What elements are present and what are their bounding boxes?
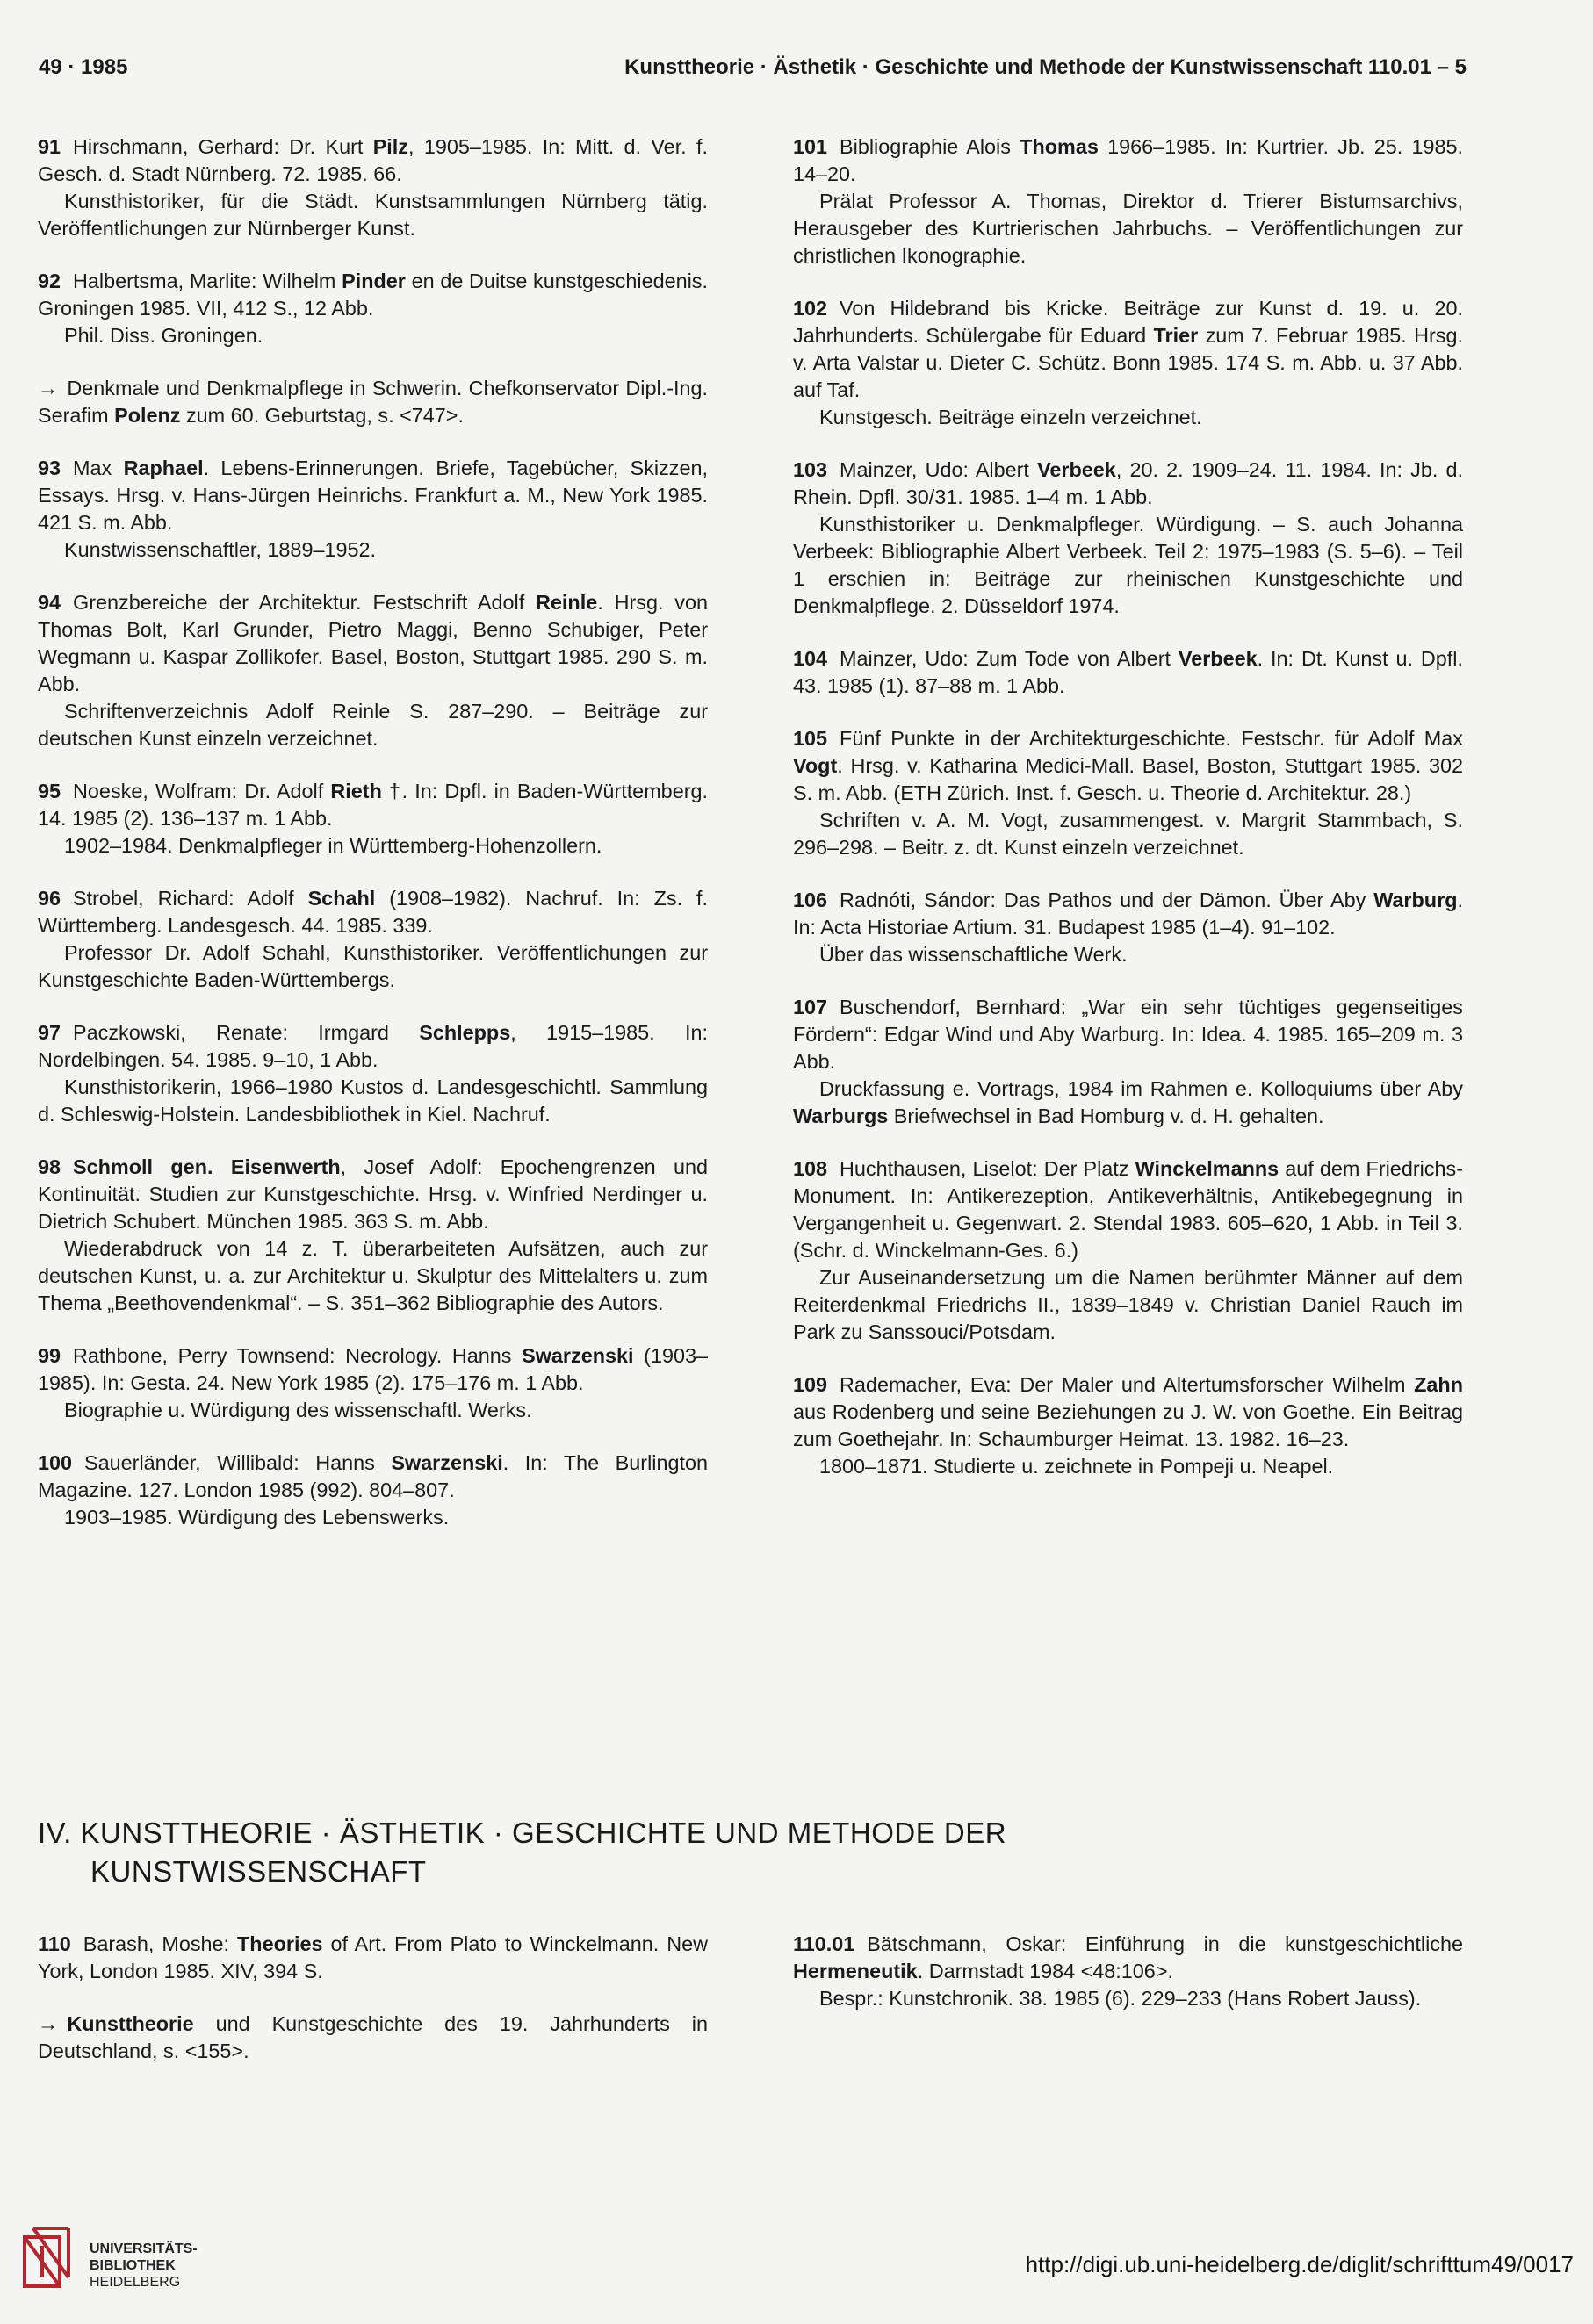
entry-citation (38, 1154, 708, 1235)
entry-text: Schmoll gen. Eisenwerth, Josef Adolf: Epochengrenzen und Kontinuität. Studien zur Kunstgeschichte. Hrsg. v. Winfried Nerdinger u. Dietrich Schubert. München 1985. 363 S. m. Abb. (38, 1155, 708, 1233)
entry-citation (38, 778, 708, 832)
entry-annotation: 1903–1985. Würdigung des Lebenswerks. (64, 1506, 450, 1529)
entry-text: Mainzer, Udo: Albert Verbeek, 20. 2. 1909–24. 11. 1984. In: Jb. d. Rhein. Dpfl. 30/31. 1985. 1–4 m. 1 Abb. (793, 458, 1463, 508)
section-left-column (38, 1931, 708, 2090)
entry-number: 110.01 (793, 1932, 855, 1955)
entry-annotation: Kunsthistoriker u. Denkmalpfleger. Würdigung. – S. auch Johanna Verbeek: Bibliographie Albert Verbeek. Teil 2: 1975–1983 (S. 5–6). – Teil 1 erschien in: Beiträge zur rheinischen Kunstgeschichte und Denkmalpflege. 2. Düsseldorf 1974. (793, 513, 1463, 617)
header-section-title: Kunsttheorie · Ästhetik · Geschichte und Methode der Kunstwissenschaft 110.01 – 5 (624, 55, 1467, 79)
bibliography-entry (38, 375, 708, 429)
entry-text: Rathbone, Perry Townsend: Necrology. Hanns Swarzenski (1903–1985). In: Gesta. 24. New York 1985 (2). 175–176 m. 1 Abb. (38, 1344, 708, 1394)
bibliography-entry (38, 2011, 708, 2065)
entry-text: Max Raphael. Lebens-Erinnerungen. Briefe, Tagebücher, Skizzen, Essays. Hrsg. v. Hans-Jürgen Heinrichs. Frankfurt a. M., New York 1985. 421 S. m. Abb. (38, 457, 708, 534)
bibliography-entry (38, 1019, 708, 1128)
entry-annotation: Professor Dr. Adolf Schahl, Kunsthistoriker. Veröffentlichungen zur Kunstgeschichte Baden-Württembergs. (38, 941, 708, 991)
source-url-link[interactable]: http://digi.ub.uni-heidelberg.de/diglit/schrifttum49/0017 (1025, 2251, 1574, 2277)
entry-number: 91 (38, 135, 61, 158)
entry-citation (38, 885, 708, 939)
entry-number: 103 (793, 458, 828, 481)
entry-annotation: Kunsthistorikerin, 1966–1980 Kustos d. Landesgeschichtl. Sammlung d. Schleswig-Holstein. Landesbibliothek in Kiel. Nachruf. (38, 1076, 708, 1126)
bibliography-entry (793, 1931, 1463, 2012)
bibliography-entry (38, 778, 708, 860)
entry-text: Buschendorf, Bernhard: „War ein sehr tüchtiges gegenseitiges Fördern“: Edgar Wind und Aby Warburg. In: Idea. 4. 1985. 165–209 m. 3 Abb. (793, 996, 1463, 1073)
header-page-year: 49 · 1985 (39, 55, 128, 79)
entry-citation (38, 589, 708, 698)
bibliography-entry (793, 295, 1463, 431)
bibliography-entry (38, 589, 708, 752)
entry-number: 108 (793, 1157, 828, 1180)
bibliography-entry (38, 1154, 708, 1317)
entry-annotation: 1800–1871. Studierte u. zeichnete in Pompeji u. Neapel. (819, 1455, 1334, 1478)
entry-annotation: Zur Auseinandersetzung um die Namen berühmter Männer auf dem Reiterdenkmal Friedrichs II., 1839–1849 v. Christian Daniel Rauch im Park zu Sanssouci/Potsdam. (793, 1266, 1463, 1343)
bibliography-entry (38, 1342, 708, 1424)
bibliography-entry (793, 1371, 1463, 1480)
entry-annotation: Kunsthistoriker, für die Städt. Kunstsammlungen Nürnberg tätig. Veröffentlichungen zur Nürnberger Kunst. (38, 190, 708, 240)
entry-citation (793, 887, 1463, 941)
entry-number: 99 (38, 1344, 61, 1367)
entry-citation (38, 1450, 708, 1504)
entry-number: 109 (793, 1373, 828, 1396)
entry-citation (38, 2011, 708, 2065)
bibliography-entry (38, 455, 708, 564)
entry-text: Fünf Punkte in der Architekturgeschichte. Festschr. für Adolf Max Vogt. Hrsg. v. Katharina Medici-Mall. Basel, Boston, Stuttgart 1985. 302 S. m. Abb. (ETH Zürich. Inst. f. Gesch. u. Theorie d. Architektur. 28.) (793, 727, 1463, 804)
logo-line-2: BIBLIOTHEK (90, 2258, 176, 2273)
entry-annotation: Kunstgesch. Beiträge einzeln verzeichnet. (819, 406, 1202, 428)
entry-text: Kunsttheorie und Kunstgeschichte des 19. Jahrhunderts in Deutschland, s. <155>. (38, 2012, 708, 2062)
bibliography-entry (38, 268, 708, 349)
entry-annotation: 1902–1984. Denkmalpfleger in Württemberg-Hohenzollern. (64, 834, 602, 857)
entry-citation (793, 295, 1463, 404)
bibliography-entry (793, 645, 1463, 700)
entry-text: Paczkowski, Renate: Irmgard Schlepps, 1915–1985. In: Nordelbingen. 54. 1985. 9–10, 1 Abb. (38, 1021, 708, 1071)
section-right-column (793, 1931, 1463, 2038)
logo-line-1: UNIVERSITÄTS- (90, 2241, 198, 2256)
entry-number: 105 (793, 727, 828, 750)
entry-citation (793, 133, 1463, 188)
entry-text: Von Hildebrand bis Kricke. Beiträge zur Kunst d. 19. u. 20. Jahrhunderts. Schülergabe für Eduard Trier zum 7. Februar 1985. Hrsg. v. Arta Valstar u. Dieter C. Schütz. Bonn 1985. 174 S. m. Abb. u. 37 Abb. auf Taf. (793, 297, 1463, 401)
entry-text: Grenzbereiche der Architektur. Festschrift Adolf Reinle. Hrsg. von Thomas Bolt, Karl Grunder, Pietro Maggi, Benno Schubiger, Peter Wegmann u. Kaspar Zollikofer. Basel, Boston, Stuttgart 1985. 290 S. m. Abb. (38, 591, 708, 695)
entry-citation (38, 375, 708, 429)
logo-line-3: HEIDELBERG (90, 2275, 181, 2290)
entry-annotation: Über das wissenschaftliche Werk. (819, 943, 1128, 966)
entry-annotation: Prälat Professor A. Thomas, Direktor d. Trierer Bistumsarchivs, Herausgeber des Kurtrierischen Jahrbuchs. – Veröffentlichungen zur christlichen Ikonographie. (793, 190, 1463, 267)
entry-citation (793, 1371, 1463, 1453)
entry-annotation: Kunstwissenschaftler, 1889–1952. (64, 538, 376, 561)
bibliography-entry (793, 725, 1463, 861)
entry-number: 107 (793, 996, 828, 1018)
bibliography-entry (793, 133, 1463, 270)
entry-annotation: Schriftenverzeichnis Adolf Reinle S. 287–290. – Beiträge zur deutschen Kunst einzeln verzeichnet. (38, 700, 708, 750)
entry-text: Hirschmann, Gerhard: Dr. Kurt Pilz, 1905–1985. In: Mitt. d. Ver. f. Gesch. d. Stadt Nürnberg. 72. 1985. 66. (38, 135, 709, 185)
entry-number: 97 (38, 1021, 61, 1044)
entry-text: Huchthausen, Liselot: Der Platz Winckelmanns auf dem Friedrichs-Monument. In: Antikerezeption, Antikeverhältnis, Antikebegegnung in Vergangenheit u. Gegenwart. 2. Stendal 1983. 605–620, 1 Abb. in Teil 3. (Schr. d. Winckelmann-Ges. 6.) (793, 1157, 1463, 1262)
cross-reference-arrow-icon: → (38, 377, 59, 399)
entry-text: Barash, Moshe: Theories of Art. From Plato to Winckelmann. New York, London 1985. XIV, 394 S. (38, 1932, 708, 1982)
entry-text: Halbertsma, Marlite: Wilhelm Pinder en de Duitse kunstgeschiedenis. Groningen 1985. VII, 412 S., 12 Abb. (38, 270, 708, 320)
entry-text: Sauerländer, Willibald: Hanns Swarzenski. In: The Burlington Magazine. 127. London 1985 (992). 804–807. (38, 1451, 708, 1501)
bibliography-entry (793, 994, 1463, 1130)
entry-citation (38, 1342, 708, 1397)
section-heading (38, 1814, 1355, 1891)
entry-citation (793, 645, 1463, 700)
entry-text: Denkmale und Denkmalpflege in Schwerin. Chefkonservator Dipl.-Ing. Serafim Polenz zum 60. Geburtstag, s. <747>. (38, 377, 708, 427)
entry-citation (38, 1931, 708, 1985)
library-logo[interactable] (18, 2225, 246, 2304)
entry-number: 92 (38, 270, 61, 292)
left-column (38, 133, 708, 1557)
entry-number: 96 (38, 887, 61, 910)
entry-annotation: Phil. Diss. Groningen. (64, 324, 263, 347)
entry-number: 93 (38, 457, 61, 479)
bibliography-entry (38, 133, 708, 242)
section-heading-line1: IV. KUNSTTHEORIE · ÄSTHETIK · GESCHICHTE UND METHODE DER (38, 1817, 1007, 1849)
bibliography-entry (793, 887, 1463, 968)
entry-citation (38, 268, 708, 322)
bibliography-entry (793, 457, 1463, 620)
entry-text: Radnóti, Sándor: Das Pathos und der Dämon. Über Aby Warburg. In: Acta Historiae Artium. 31. Budapest 1985 (1–4). 91–102. (793, 889, 1463, 939)
entry-text: Bätschmann, Oskar: Einführung in die kunstgeschichtliche Hermeneutik. Darmstadt 1984 <48:106>. (793, 1932, 1463, 1982)
bibliography-entry (38, 1450, 708, 1531)
entry-citation (38, 1019, 708, 1074)
entry-number: 102 (793, 297, 828, 320)
entry-text: Bibliographie Alois Thomas 1966–1985. In: Kurtrier. Jb. 25. 1985. 14–20. (793, 135, 1463, 185)
entry-citation (793, 457, 1463, 511)
entry-annotation: Wiederabdruck von 14 z. T. überarbeiteten Aufsätzen, auch zur deutschen Kunst, u. a. zur Architektur u. Skulptur des Mittelalters u. zum Thema „Beethovendenkmal“. – S. 351–362 Bibliographie des Autors. (38, 1237, 708, 1314)
entry-citation (793, 1931, 1463, 1985)
entry-text: Noeske, Wolfram: Dr. Adolf Rieth †. In: Dpfl. in Baden-Württemberg. 14. 1985 (2). 136–137 m. 1 Abb. (38, 780, 708, 830)
entry-citation (38, 133, 708, 188)
entry-annotation: Biographie u. Würdigung des wissenschaftl. Werks. (64, 1399, 532, 1421)
entry-annotation: Schriften v. A. M. Vogt, zusammengest. v. Margrit Stammbach, S. 296–298. – Beitr. z. dt. Kunst einzeln verzeichnet. (793, 809, 1463, 859)
entry-citation (793, 725, 1463, 807)
entry-number: 110 (38, 1932, 71, 1955)
entry-number: 104 (793, 647, 828, 670)
section-heading-line2: KUNSTWISSENSCHAFT (90, 1855, 427, 1888)
entry-annotation: Bespr.: Kunstchronik. 38. 1985 (6). 229–233 (Hans Robert Jauss). (819, 1987, 1422, 2010)
entry-number: 100 (38, 1451, 73, 1474)
entry-annotation: Druckfassung e. Vortrags, 1984 im Rahmen e. Kolloquiums über Aby Warburgs Briefwechsel in Bad Homburg v. d. H. gehalten. (793, 1077, 1463, 1127)
entry-number: 95 (38, 780, 61, 802)
entry-citation (793, 1155, 1463, 1264)
entry-number: 101 (793, 135, 828, 158)
entry-citation (793, 994, 1463, 1076)
entry-citation (38, 455, 708, 536)
bibliography-entry (38, 885, 708, 994)
cross-reference-arrow-icon: → (38, 2012, 59, 2035)
bibliography-entry (793, 1155, 1463, 1346)
right-column (793, 133, 1463, 1506)
entry-number: 94 (38, 591, 61, 614)
entry-number: 106 (793, 889, 828, 911)
bibliography-entry (38, 1931, 708, 1985)
entry-text: Mainzer, Udo: Zum Tode von Albert Verbeek. In: Dt. Kunst u. Dpfl. 43. 1985 (1). 87–88 m. 1 Abb. (793, 647, 1463, 697)
entry-number: 98 (38, 1155, 61, 1178)
entry-text: Strobel, Richard: Adolf Schahl (1908–1982). Nachruf. In: Zs. f. Württemberg. Landesgesch. 44. 1985. 339. (38, 887, 708, 937)
entry-text: Rademacher, Eva: Der Maler und Altertumsforscher Wilhelm Zahn aus Rodenberg und seine Beziehungen zu J. W. von Goethe. Ein Beitrag zum Goethejahr. In: Schaumburger Heimat. 13. 1982. 16–23. (793, 1373, 1463, 1450)
library-logo-text (90, 2241, 198, 2291)
library-logo-icon (18, 2225, 79, 2295)
